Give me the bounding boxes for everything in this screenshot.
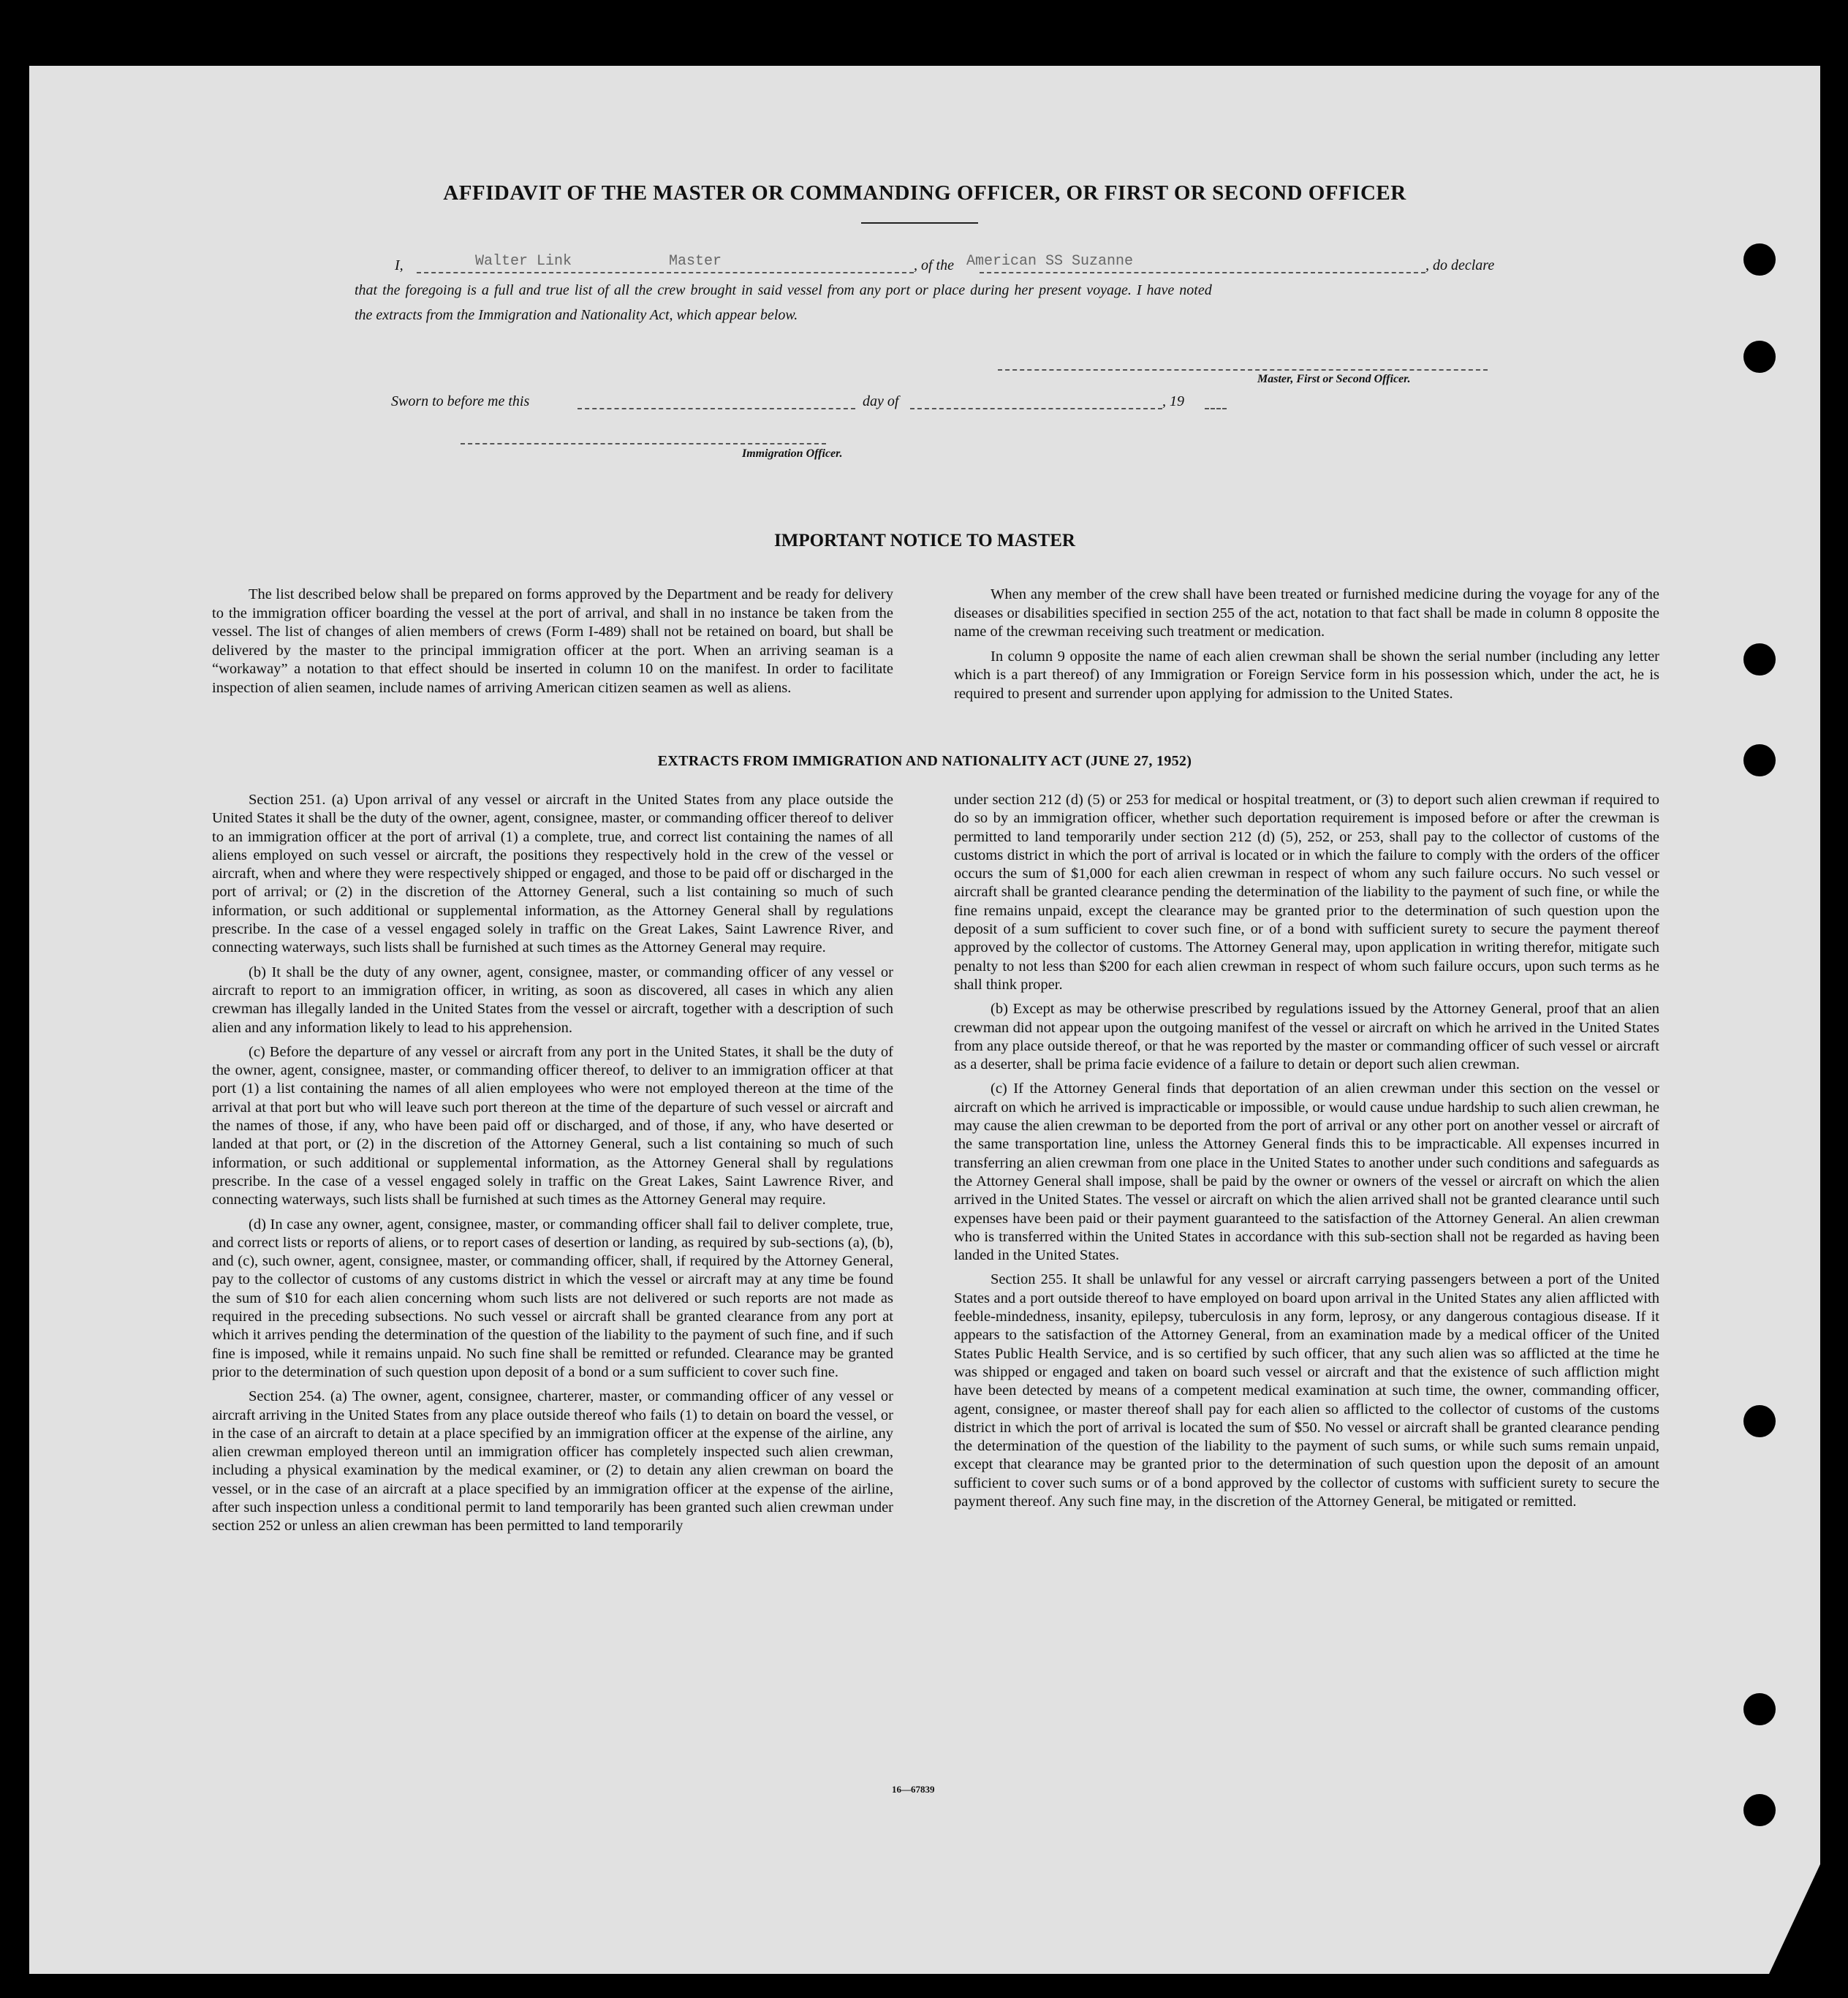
section-251d: (d) In case any owner, agent, consignee, master, or commanding officer shall fail to deliver complete, true, and correct lists or reports of aliens, or to report cases of desertion or landing, as required by sub-sections (a), (b), and (c), such owner, agent, consignee, master, or commanding officer, shall, if required by the Attorney General, pay to the collector of customs of any customs district in which the vessel or aircraft may at any time be found the sum of $10 for each alien concerning whom such lists are not delivered or such reports are not made as required in the preceding subsections. No such vessel or aircraft shall be granted clearance from any port at which it arrives pending the determination of the question of the liability to the payment of such fine, and if such fine is imposed, while it remains unpaid. No such fine shall be remitted or refunded. Clearance may be granted prior to the determination of such question upon deposit of a bond or a sum sufficient to cover such fine. — [212, 1216, 893, 1380]
binder-hole — [1743, 1405, 1776, 1437]
master-name: Walter Link — [475, 253, 572, 270]
extracts-right-column — [954, 791, 1659, 1517]
signature-caption: Master, First or Second Officer. — [1257, 373, 1411, 385]
officer-caption: Immigration Officer. — [742, 447, 843, 460]
sworn-label: Sworn to before me this — [391, 393, 530, 409]
sworn-month-field[interactable] — [910, 408, 1162, 409]
declaration-line-2: the extracts from the Immigration and Nationality Act, which appear below. — [355, 307, 798, 323]
name-rank-field[interactable] — [417, 272, 914, 273]
binder-hole — [1743, 643, 1776, 676]
sworn-year-field[interactable] — [1205, 408, 1227, 409]
section-254a: Section 254. (a) The owner, agent, consignee, charterer, master, or commanding officer of any vessel or aircraft arriving in the United States from any place outside thereof who fails (1) to detain on board the vessel, or in the case of an aircraft to detain at a place specified by an immigration officer at the expense of the airline, any alien crewman employed thereon until an immigration officer has completely inspected such alien crewman, including a physical examination by the medical examiner, or (2) to detain any alien crewman on board the vessel, or in the case of an aircraft at a place specified by an immigration officer at the expense of the airline, after such inspection unless a conditional permit to land temporarily has been granted such alien crewman under section 252 or unless an alien crewman has been permitted to land temporarily — [212, 1388, 893, 1535]
section-254c: (c) If the Attorney General finds that deportation of an alien crewman under this section on the vessel or aircraft on which he arrived is impracticable or impossible, or would cause undue hardship to such alien crewman, he may cause the alien crewman to be deported from the port of arrival or any other port on another vessel or aircraft of the same transportation line, unless the Attorney General finds this to be impracticable. All expenses incurred in transferring an alien crewman from one place in the United States to another under such conditions and safeguards as the Attorney General shall impose, shall be paid by the owner or owners of the vessel or aircraft on which the alien arrived in the United States. The vessel or aircraft on which the alien arrived shall not be granted clearance until such expenses have been paid or their payment guaranteed to the satisfaction of the Attorney General. An alien crewman who is transferred within the United States in accordance with this sub-section shall not be regarded as having been landed in the United States. — [954, 1081, 1659, 1264]
signature-field[interactable] — [998, 369, 1488, 371]
vessel-field[interactable] — [980, 272, 1425, 273]
affidavit-title: AFFIDAVIT OF THE MASTER OR COMMANDING OFFICER, OR FIRST OR SECOND OFFICER — [443, 181, 1406, 205]
binder-hole — [1743, 1794, 1776, 1826]
form-number: 16—67839 — [892, 1784, 935, 1795]
section-255: Section 255. It shall be unlawful for any vessel or aircraft carrying passengers between a port of the United States and a port outside thereof to have employed on board upon arrival in the United States any alien afflicted with feeble-mindedness, insanity, epilepsy, tuberculosis in any form, leprosy, or any dangerous contagious disease. If it appears to the satisfaction of the Attorney General, from an examination made by a medical officer of the United States Public Health Service, and is so certified by such officer, that any such alien was so afflicted at the time he was shipped or engaged and taken on board such vessel or aircraft and that the existence of such affliction might have been detected by means of a competent medical examination at such time, the owner, commanding officer, agent, consignee, or master thereof shall pay for each alien so afflicted to the collector of customs of the customs district in which the port of arrival is located the sum of $50. No vessel or aircraft shall be granted clearance pending the determination of the question of the liability to the payment of such sums, or while such sums remain unpaid, except that clearance may be granted prior to the determination of such question upon the deposit of an amount sufficient to cover such sums or of a bond approved by the collector of customs with sufficient surety to secure the payment thereof. Any such fine may, in the discretion of the Attorney General, be mitigated or remitted. — [954, 1271, 1659, 1510]
vessel-name: American SS Suzanne — [966, 253, 1134, 270]
binder-hole — [1743, 243, 1776, 276]
title-divider — [861, 222, 978, 224]
notice-left-column — [212, 586, 893, 703]
section-254a-continued: under section 212 (d) (5) or 253 for medical or hospital treatment, or (3) to deport such alien crewman if required to do so by an immigration officer, whether such deportation requirement is imposed before or after the crewman is permitted to land temporarily under section 212 (d) (5), 252, or 253, shall pay to the collector of customs of the customs district in which the port of arrival is located or in which the failure to comply with the orders of the officer occurs the sum of $1,000 for each alien crewman in respect of whom any such failure occurs. No such vessel or aircraft shall be granted clearance pending the determination of the liability to the payment of such fine, or while the fine remains unpaid, except the clearance may be granted prior to the determination of such question upon the deposit of a sum sufficient to cover such fine, or of a bond with sufficient surety to secure the payment thereof approved by the collector of customs. The Attorney General may, upon application in writing therefor, mitigate such penalty to not less than $200 for each alien crewman in respect of whom such failure occurs, upon such terms as he shall think proper. — [954, 792, 1659, 993]
notice-right-paragraph: When any member of the crew shall have been treated or furnished medicine during the voyage for any of the diseases or disabilities specified in section 255 of the act, notation to that fact shall be made in column 8 opposite the name of the crewman receiving such treatment or medication. — [954, 586, 1659, 640]
notice-left-paragraph: The list described below shall be prepared on forms approved by the Department and be ready for delivery to the immigration officer boarding the vessel at the port of arrival, and shall in no instance be taken from the vessel. The list of changes of alien members of crews (Form I-489) shall not be retained on board, but shall be delivered by the master to the principal immigration officer at the port. When an arriving seaman is a “workaway” a notation to that effect should be inserted in column 10 on the manifest. In order to facilitate inspection of alien seamen, include names of arriving American citizen seamen as well as aliens. — [212, 586, 893, 696]
binder-hole — [1743, 744, 1776, 776]
notice-title: IMPORTANT NOTICE TO MASTER — [774, 531, 1075, 550]
binder-hole — [1743, 341, 1776, 373]
section-254b: (b) Except as may be otherwise prescribed by regulations issued by the Attorney General, proof that an alien crewman did not appear upon the outgoing manifest of the vessel or aircraft on which he arrived in the United States from any place outside thereof, or that he was reported by the master or commanding officer of such vessel or aircraft as a deserter, shall be prima facie evidence of a failure to detain or deport such alien crewman. — [954, 1001, 1659, 1073]
form-sheet — [29, 66, 1820, 1974]
binder-hole — [1743, 1693, 1776, 1725]
immigration-officer-field[interactable] — [461, 443, 826, 444]
notice-right-paragraph: In column 9 opposite the name of each alien crewman shall be shown the serial number (including any letter which is a part thereof) of any Immigration or Foreign Service form in his possession which, under the act, he is required to present and surrender upon applying for admission to the United States. — [954, 648, 1659, 702]
i-label: I, — [395, 257, 404, 273]
notice-right-column — [954, 586, 1659, 709]
master-rank: Master — [669, 253, 722, 270]
sworn-day-field[interactable] — [578, 408, 855, 409]
section-251c: (c) Before the departure of any vessel or aircraft from any port in the United States, it shall be the duty of the owner, agent, consignee, master, or commanding officer thereof, to deliver to an immigration officer at that port (1) a list containing the names of all alien employees who were not employed thereon at the time of the arrival at that port but who will leave such port thereon at the time of the departure of such vessel or aircraft and the names of those, if any, who have been paid off or discharged, and of those, if any, who have deserted or landed at that port, or (2) in the discretion of the Attorney General, such a list containing so much of such information, or such additional or supplemental information, as the Attorney General shall by regulations prescribe. In the case of a vessel engaged solely in traffic on the Great Lakes, Saint Lawrence River, and connecting waterways, such lists shall be furnished at such times as the Attorney General may require. — [212, 1043, 893, 1208]
day-of-label: day of — [863, 393, 899, 409]
section-251a: Section 251. (a) Upon arrival of any vessel or aircraft in the United States from any place outside the United States it shall be the duty of the owner, agent, consignee, master, or commanding officer thereof to deliver to an immigration officer at the port of arrival (1) a complete, true, and correct list containing the names of all aliens employed on such vessel or aircraft, the positions they respectively hold in the crew of the vessel or aircraft, when and where they were respectively shipped or engaged, and those to be paid off or discharged in the port of arrival; or (2) in the discretion of the Attorney General, such a list containing so much of such information, or such additional or supplemental information, as the Attorney General shall by regulations prescribe. In the case of a vessel engaged solely in traffic on the Great Lakes, Saint Lawrence River, and connecting waterways, such lists shall be furnished at such times as the Attorney General may require. — [212, 792, 893, 956]
year-label: , 19 — [1162, 393, 1184, 409]
of-the-label: , of the — [914, 257, 954, 273]
do-declare-label: , do declare — [1425, 257, 1495, 273]
section-251b: (b) It shall be the duty of any owner, agent, consignee, master, or commanding officer of any vessel or aircraft to report to an immigration officer, in writing, as soon as discovered, all cases in which any alien crewman has illegally landed in the United States from the vessel or aircraft, together with a description of such alien and any information likely to lead to his apprehension. — [212, 964, 893, 1036]
declaration-line-1: that the foregoing is a full and true list of all the crew brought in said vessel from any port or place during her present voyage. I have noted — [355, 282, 1212, 298]
extracts-title: EXTRACTS FROM IMMIGRATION AND NATIONALITY ACT (JUNE 27, 1952) — [657, 753, 1192, 769]
folded-corner — [1769, 1864, 1820, 1974]
extracts-left-column — [212, 791, 893, 1542]
